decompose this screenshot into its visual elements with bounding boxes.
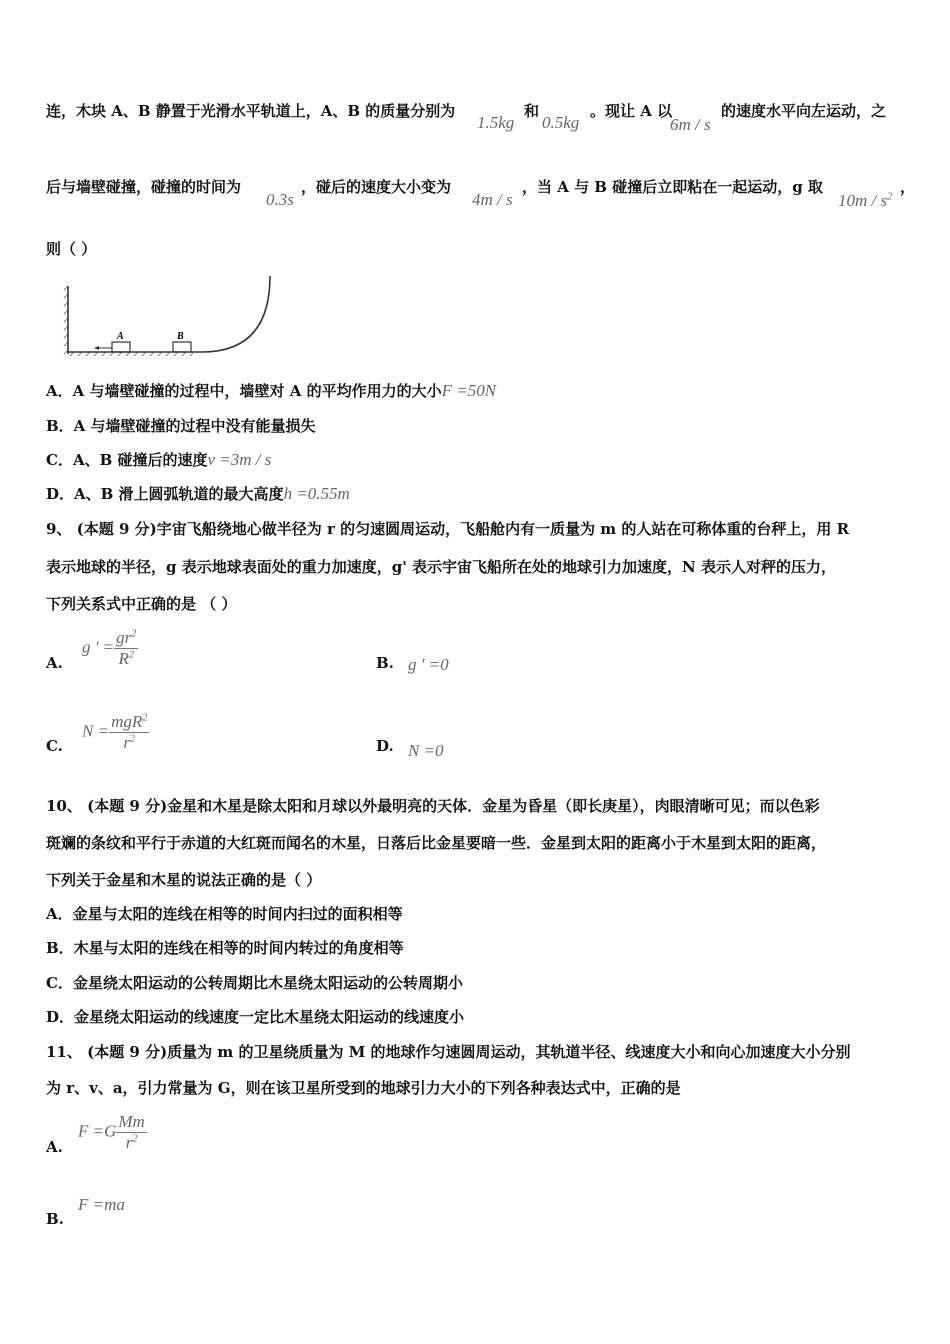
arc-track (202, 276, 270, 352)
q8-text: ， (900, 178, 916, 196)
q8-option-d: D．A、B 滑上圆弧轨道的最大高度h =0.55m (46, 484, 350, 503)
block-b-label: B (177, 331, 184, 342)
q8-initial-velocity: 6m / s (670, 115, 711, 134)
q9-option-c-formula: N = $\frac{mgR^2}{r^2}$ (82, 712, 148, 752)
q8-mass-a: 1.5kg (477, 113, 515, 132)
q8-option-b: B．A 与墙壁碰撞的过程中没有能量损失 (46, 417, 316, 435)
arrow-head-icon (94, 346, 99, 350)
q8-option-c: C．A、B 碰撞后的速度v =3m / s (46, 450, 272, 469)
q11-line-2: 为 r、v、a，引力常量为 G，则在该卫星所受到的地球引力大小的下列各种表达式中，正确的是 (46, 1079, 681, 1097)
q8-line-1 (46, 101, 455, 121)
q8-gravity: $10m / s^2$ (838, 191, 893, 210)
q9-line-3: 下列关系式中正确的是 （ ） (46, 595, 237, 613)
q9-option-d-formula: N =0 (408, 741, 444, 760)
q8-line-2: 后与墙壁碰撞，碰撞的时间为 (46, 178, 242, 196)
q10-option-b: B．木星与太阳的连线在相等的时间内转过的角度相等 (46, 939, 404, 957)
q9-line-2: 表示地球的半径，g 表示地球表面处的重力加速度，g' 表示宇宙飞船所在处的地球引力加速度，N 表示人对秤的压力， (46, 558, 836, 576)
q8-text: 连，木块 A、B 静置于光滑水平轨道上，A、B 的质量分别为 (46, 102, 456, 120)
block-b (173, 342, 191, 352)
q8-text: 的速度水平向左运动，之 (721, 102, 887, 120)
q9-option-a-formula: g ' = $\frac{gr^2}{R^2}$ (82, 628, 137, 668)
q9-option-a-label: A. (46, 654, 63, 672)
q8-and: 和 (524, 102, 540, 120)
q9-option-d-label: D. (376, 737, 394, 755)
q8-text: 。现让 A 以 (590, 102, 673, 120)
q9-option-c-label: C. (46, 737, 63, 755)
q11-option-b-label: B. (46, 1210, 64, 1228)
block-a-label: A (117, 331, 124, 342)
q10-option-d: D．金星绕太阳运动的线速度一定比木星绕太阳运动的线速度小 (46, 1008, 465, 1026)
q10-line-3: 下列关于金星和木星的说法正确的是（ ） (46, 871, 322, 889)
track-diagram (62, 272, 282, 362)
q9-option-b-formula: g ' =0 (408, 655, 449, 674)
q8-text: ，碰后的速度大小变为 (301, 178, 452, 196)
q8-collision-time: 0.3s (266, 190, 294, 209)
q8-option-a: A．A 与墙壁碰撞的过程中，墙壁对 A 的平均作用力的大小F =50N (46, 381, 497, 400)
q8-mass-b: 0.5kg (542, 113, 580, 132)
q10-line-2: 斑斓的条纹和平行于赤道的大红斑而闻名的木星，日落后比金星要暗一些．金星到太阳的距离小于木星到太阳的距离， (46, 834, 827, 852)
q8-line-3: 则（ ） (46, 240, 97, 258)
q11-line-1: 11、 (本题 9 分)质量为 m 的卫星绕质量为 M 的地球作匀速圆周运动，其轨道半径、线速度大小和向心加速度大小分别 (46, 1043, 851, 1061)
q8-rebound-velocity: 4m / s (472, 190, 513, 209)
q10-option-a: A．金星与太阳的连线在相等的时间内扫过的面积相等 (46, 905, 403, 923)
q11-option-a-label: A. (46, 1138, 63, 1156)
q11-option-b-formula: F =ma (78, 1195, 125, 1214)
q8-text: ，当 A 与 B 碰撞后立即粘在一起运动，g 取 (522, 178, 823, 196)
q9-line-1: 9、 (本题 9 分)宇宙飞船绕地心做半径为 r 的匀速圆周运动，飞船舱内有一质量为 m 的人站在可称体重的台秤上，用 R (46, 520, 850, 538)
q11-option-a-formula: F =G $\frac{Mm}{r^2}$ (78, 1112, 145, 1152)
q9-option-b-label: B. (376, 654, 394, 672)
q10-option-c: C．金星绕太阳运动的公转周期比木星绕太阳运动的公转周期小 (46, 974, 463, 992)
block-a (112, 342, 130, 352)
q10-line-1: 10、 (本题 9 分)金星和木星是除太阳和月球以外最明亮的天体．金星为昏星（即长庚星），肉眼清晰可见；而以色彩 (46, 797, 820, 815)
